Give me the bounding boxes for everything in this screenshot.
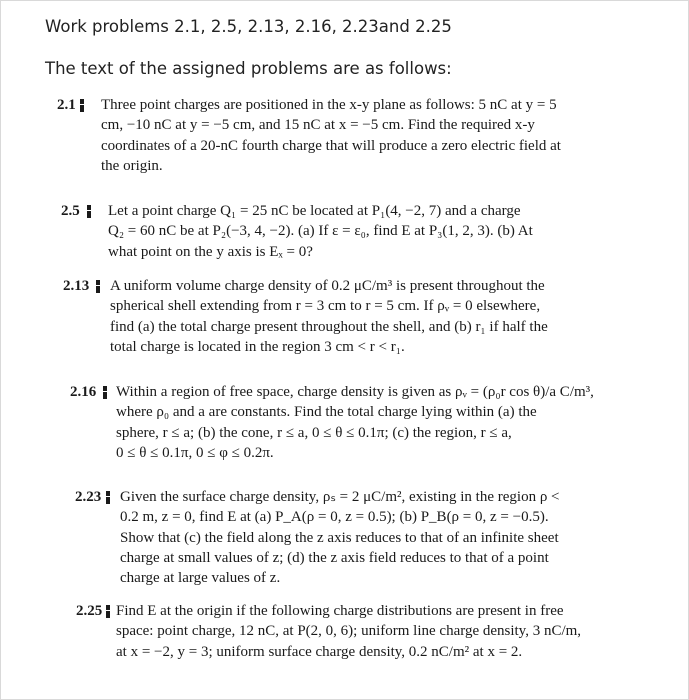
problem-text [101,95,561,176]
bookmark-icon [80,99,84,112]
bookmark-icon [103,386,107,399]
problem-number: 2.1 [57,97,76,113]
problem-text [108,201,533,262]
problem-line: find (a) the total charge present throughout the shell, and (b) r₁ if half the [110,318,548,335]
problem-line: Let a point charge Q₁ = 25 nC be located at P₁(4, −2, 7) and a charge [108,203,521,219]
problem-line: what point on the y axis is Eₓ = 0? [108,243,313,260]
problem-text [116,601,581,662]
problem-line: spherical shell extending from r = 3 cm to r = 5 cm. If ρᵥ = 0 elsewhere, [110,298,541,315]
problem-line: 0.2 m, z = 0, find E at (a) P_A(ρ = 0, z = 0.5); (b) P_B(ρ = 0, z = −0.5). [120,509,549,526]
page-title: Work problems 2.1, 2.5, 2.13, 2.16, 2.23and 2.25 [45,17,452,36]
problem-line: A uniform volume charge density of 0.2 μC/m³ is present throughout the [110,278,545,294]
problem-number: 2.5 [61,203,80,219]
problem-line: charge at large values of z. [120,570,281,587]
problem-line: sphere, r ≤ a; (b) the cone, r ≤ a, 0 ≤ θ ≤ 0.1π; (c) the region, r ≤ a, [116,424,512,441]
problem-line: Q₂ = 60 nC be at P₂(−3, 4, −2). (a) If ε = ε₀, find E at P₃(1, 2, 3). (b) At [108,223,533,240]
problem-text [120,487,560,588]
problem-line: Three point charges are positioned in the x-y plane as follows: 5 nC at y = 5 [101,97,557,113]
bookmark-icon [106,491,110,504]
problem-number: 2.13 [63,278,90,294]
problem-line: Show that (c) the field along the z axis reduces to that of an infinite sheet [120,529,559,546]
problem-text [110,276,548,357]
problem-line: charge at small values of z; (d) the z axis field reduces to that of a point [120,549,549,566]
problem-line: total charge is located in the region 3 cm < r < r₁. [110,338,405,355]
bookmark-icon [106,605,110,618]
problem-line: the origin. [101,157,163,174]
problem-text [116,382,594,463]
problem-line: where ρ₀ and a are constants. Find the total charge lying within (a) the [116,404,537,421]
problem-number: 2.25 [76,603,103,619]
problem-line: cm, −10 nC at y = −5 cm, and 15 nC at x = −5 cm. Find the required x-y [101,117,535,134]
page-subtitle: The text of the assigned problems are as follows: [45,59,452,78]
problem-number: 2.23 [75,489,102,505]
problem-line: at x = −2, y = 3; uniform surface charge density, 0.2 nC/m² at x = 2. [116,643,523,660]
bookmark-icon [87,205,91,218]
bookmark-icon [96,280,100,293]
problem-line: Given the surface charge density, ρₛ = 2 μC/m², existing in the region ρ < [120,489,560,505]
problem-line: space: point charge, 12 nC, at P(2, 0, 6); uniform line charge density, 3 nC/m, [116,623,582,640]
problem-line: coordinates of a 20-nC fourth charge that will produce a zero electric field at [101,137,561,154]
problem-line: Within a region of free space, charge density is given as ρᵥ = (ρ₀r cos θ)/a C/m³, [116,384,594,400]
problem-line: 0 ≤ θ ≤ 0.1π, 0 ≤ φ ≤ 0.2π. [116,444,274,461]
problem-number: 2.16 [70,384,97,400]
problem-line: Find E at the origin if the following charge distributions are present in free [116,603,564,619]
